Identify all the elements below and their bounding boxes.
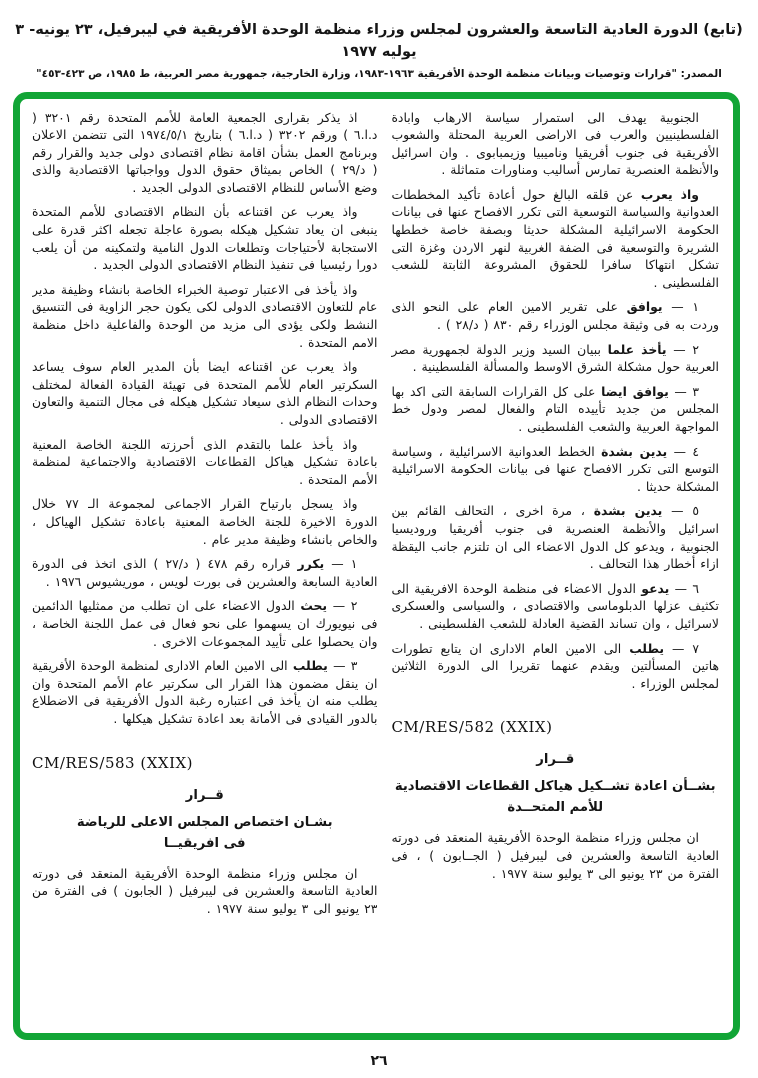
paragraph: الجنوبية يهدف الى استمرار سياسة الارهاب وابادة الفلسطينيين والعرب فى الاراضى العربية المحتلة والشعوب الأفريقية فى جنوب أفريقيا وناميبيا وزيمبابوى . وان اسرائيل والأنظمة العنصرية تمارس أساليب ومناورات متماثلة .	[391, 109, 719, 178]
paragraph: ان مجلس وزراء منظمة الوحدة الأفريقية المنعقد فى دورته العادية التاسعة والعشرين فى ليبرفيل ( الجــابون ) ، فى الفترة من ٢٣ يونيو الى ٣ يوليو سنة ١٩٧٧ .	[391, 830, 719, 881]
paragraph: ٤ — يدين بشدة الخطط العدوانية الاسرائيلية ، وسياسة التوسع التى تكرر الافصاح عنها فى بيانات الحكومة الاسرائيلية المشكلة حديثا .	[391, 443, 719, 494]
page-number: ٢٦	[370, 1052, 388, 1069]
paragraph: ان مجلس وزراء منظمة الوحدة الأفريقية المنعقد فى دورته العادية التاسعة والعشرين فى ليبرفيل ( الجابون ) فى الفترة من ٢٣ يونيو الى ٣ يوليو سنة ١٩٧٧ .	[32, 865, 378, 916]
paragraph: واذ يأخذ علما بالتقدم الذى أحرزته اللجنة الخاصة المعنية باعادة تشكيل هياكل القطاعات الاقتصادية والاجتماعية لمنظمة الأمم المتحدة .	[32, 436, 378, 487]
paragraph: ١ — يوافق على تقرير الامين العام على النحو الذى وردت به فى وثيقة مجلس الوزراء رقم ٨٣٠ ( د/٢٨ ) .	[391, 299, 719, 333]
paragraph: ٣ — يطلب الى الامين العام الادارى لمنظمة الوحدة الأفريقية ان ينقل مضمون هذا القرار الى سكرتير عام الأمم المتحدة وان يطلب منه ان يأخذ فى اعتباره رغبة الدول الأفريقية فى الاضطلاع بالدور القيادى فى الأمانة بعد اعادة تشكيل هيكلها .	[32, 658, 378, 726]
header-title: (تابع) الدورة العادية التاسعة والعشرون لمجلس وزراء منظمة الوحدة الأفريقية في ليبرفيل، ٢٣ يونيه- ٣ يوليه ١٩٧٧	[15, 22, 743, 60]
paragraph: ٧ — يطلب الى الامين العام الادارى ان يتابع تطورات هاتين المسألتين ويقدم عنهما تقريرا الى الدورة الثلاثين لمجلس الوزراء .	[391, 640, 719, 691]
paragraph: اذ يذكر بقرارى الجمعية العامة للأمم المتحدة رقم ٣٢٠١ ( د.ا.٦ ) ورقم ٣٢٠٢ ( د.ا.٦ ) بتاريخ ١٩٧٤/٥/١ التى تتضمن الاعلان وبرنامج العمل بشأن اقامة نظام اقتصادى دولى جديد والقرار رقم ( د/٢٩ ) الخاص بميثاق حقوق الدول وواجباتها الاقتصادية والذى وضع الأساس للنظام الاقتصادى الدولى الجديد .	[32, 109, 378, 195]
resolution-title: للأمم المتحــدة	[507, 800, 604, 816]
paragraph: واذ يعرب عن اقتناعه بأن النظام الاقتصادى للأمم المتحدة ينبغى ان يعاد تشكيل هيكله بصورة عاجلة تجعله اكثر قدرة على الاستجابة لأحتياجات وتطلعات الدول النامية ولتمكينه من أن يلعب دورا رئيسيا فى تنفيذ النظام الاقتصادى الدولى الجديد .	[32, 204, 378, 273]
paragraph: ٢ — يأخذ علما ببيان السيد وزير الدولة لجمهورية مصر العربية حول مشكلة الشرق الاوسط والمسألة الفلسطينية .	[391, 341, 719, 375]
paragraph: واذ يعرب عن اقتناعه ايضا بأن المدير العام سوف يساعد السكرتير العام للأمم المتحدة فى تهيئة القيادة الفعالة لمختلف وحدات النظام الذى سيعاد تشكيل هيكله فى مجال التنمية والتعاون الاقتصادى الدولى .	[32, 359, 378, 427]
two-column-text	[32, 109, 719, 1025]
header-source: المصدر: "قرارات وتوصيات وبيانات منظمة الوحدة الأفريقية ١٩٦٣-١٩٨٣، وزارة الخارجية، جمهورية مصر العربية، ط ١٩٨٥، ص ٤٢٣-٤٥٣"	[36, 67, 722, 80]
resolution-id: CM/RES/582 (XXIX)	[391, 718, 553, 737]
column-right	[391, 109, 719, 1025]
resolution-id: CM/RES/583 (XXIX)	[32, 753, 194, 772]
green-border-frame	[13, 92, 740, 1040]
paragraph: ٦ — يدعو الدول الاعضاء فى منظمة الوحدة الافريقية الى تكثيف عزلها الدبلوماسى والاقتصادى ، والسياسى والعسكرى لاسرائيل ، وان تساند القضية العادلة للشعب الفلسطينى .	[391, 580, 719, 631]
paragraph: واذ يسجل بارتياح القرار الاجماعى لمجموعة الـ ٧٧ خلال الدورة الاخيرة للجنة الخاصة المعنية باعادة تشكيل الهياكل ، والخاص بانشاء وظيفة مدير عام .	[32, 496, 378, 547]
resolution-title: بشـان اختصاص المجلس الاعلى للرياضة	[76, 814, 333, 830]
column-left	[32, 109, 377, 1025]
resolution-title: فى افريقيــا	[163, 835, 246, 851]
paragraph: ١ — يكرر قراره رقم ٤٧٨ ( د/٢٧ ) الذى اتخذ فى الدورة العادية السابعة والعشرين فى بورت لويس ، موريشيوس ١٩٧٦ .	[32, 556, 378, 589]
paragraph: ٥ — يدين بشدة ، مرة اخرى ، التحالف القائم بين اسرائيل والأنظمة العنصرية فى جنوب أفريقيا وروديسيا الجنوبية ، ويدعو كل الدول الاعضاء الى ان تلتزم جانب اليقظة ازاء أخطار هذا التحالف .	[391, 503, 719, 572]
resolution-title: قــرار	[185, 787, 224, 803]
paragraph: واذ يعرب عن قلقه البالغ حول أعادة تأكيد المخططات العدوانية والسياسة التوسعية التى تكرر الافصاح عنها فى بيانات الحكومة الاسرائيلية المشكلة حديثا وبصفة خاصة خططها الشريرة والتوسعية فى الضفة الغربية لنهر الاردن وغزة التى تشكل انتهاكا سافرا للحقوق المشروعة الثابتة للشعب الفلسطينى .	[391, 186, 719, 290]
resolution-title: بشــأن اعادة تشــكيل هياكل القطاعات الاقتصادية	[394, 779, 716, 795]
paragraph: واذ يأخذ فى الاعتبار توصية الخبراء الخاصة بانشاء وظيفة مدير عام للتعاون الاقتصادى الدولى لكى يكون حجر الزاوية فى التنسيق النشط ولكى يؤدى الى مزيد من الوحدة والفاعلية داخل منظمة الامم المتحدة .	[32, 281, 378, 350]
paragraph: ٢ — يحث الدول الاعضاء على ان تطلب من ممثليها الدائمين فى نيويورك ان يسهموا على نحو فعال فى عمل اللجنة الخاصة ، وان يحصلوا على تأييد المجموعات الاخرى .	[32, 598, 378, 649]
document-header	[0, 0, 758, 80]
resolution-title: قــرار	[536, 752, 575, 768]
page-footer	[0, 1050, 758, 1069]
paragraph: ٣ — يوافق ايضا على كل القرارات السابقة التى اكد بها المجلس من جديد تأييده التام والفعال لمصر ودول خط المواجهة العربية والشعب الفلسطينى .	[391, 383, 719, 434]
